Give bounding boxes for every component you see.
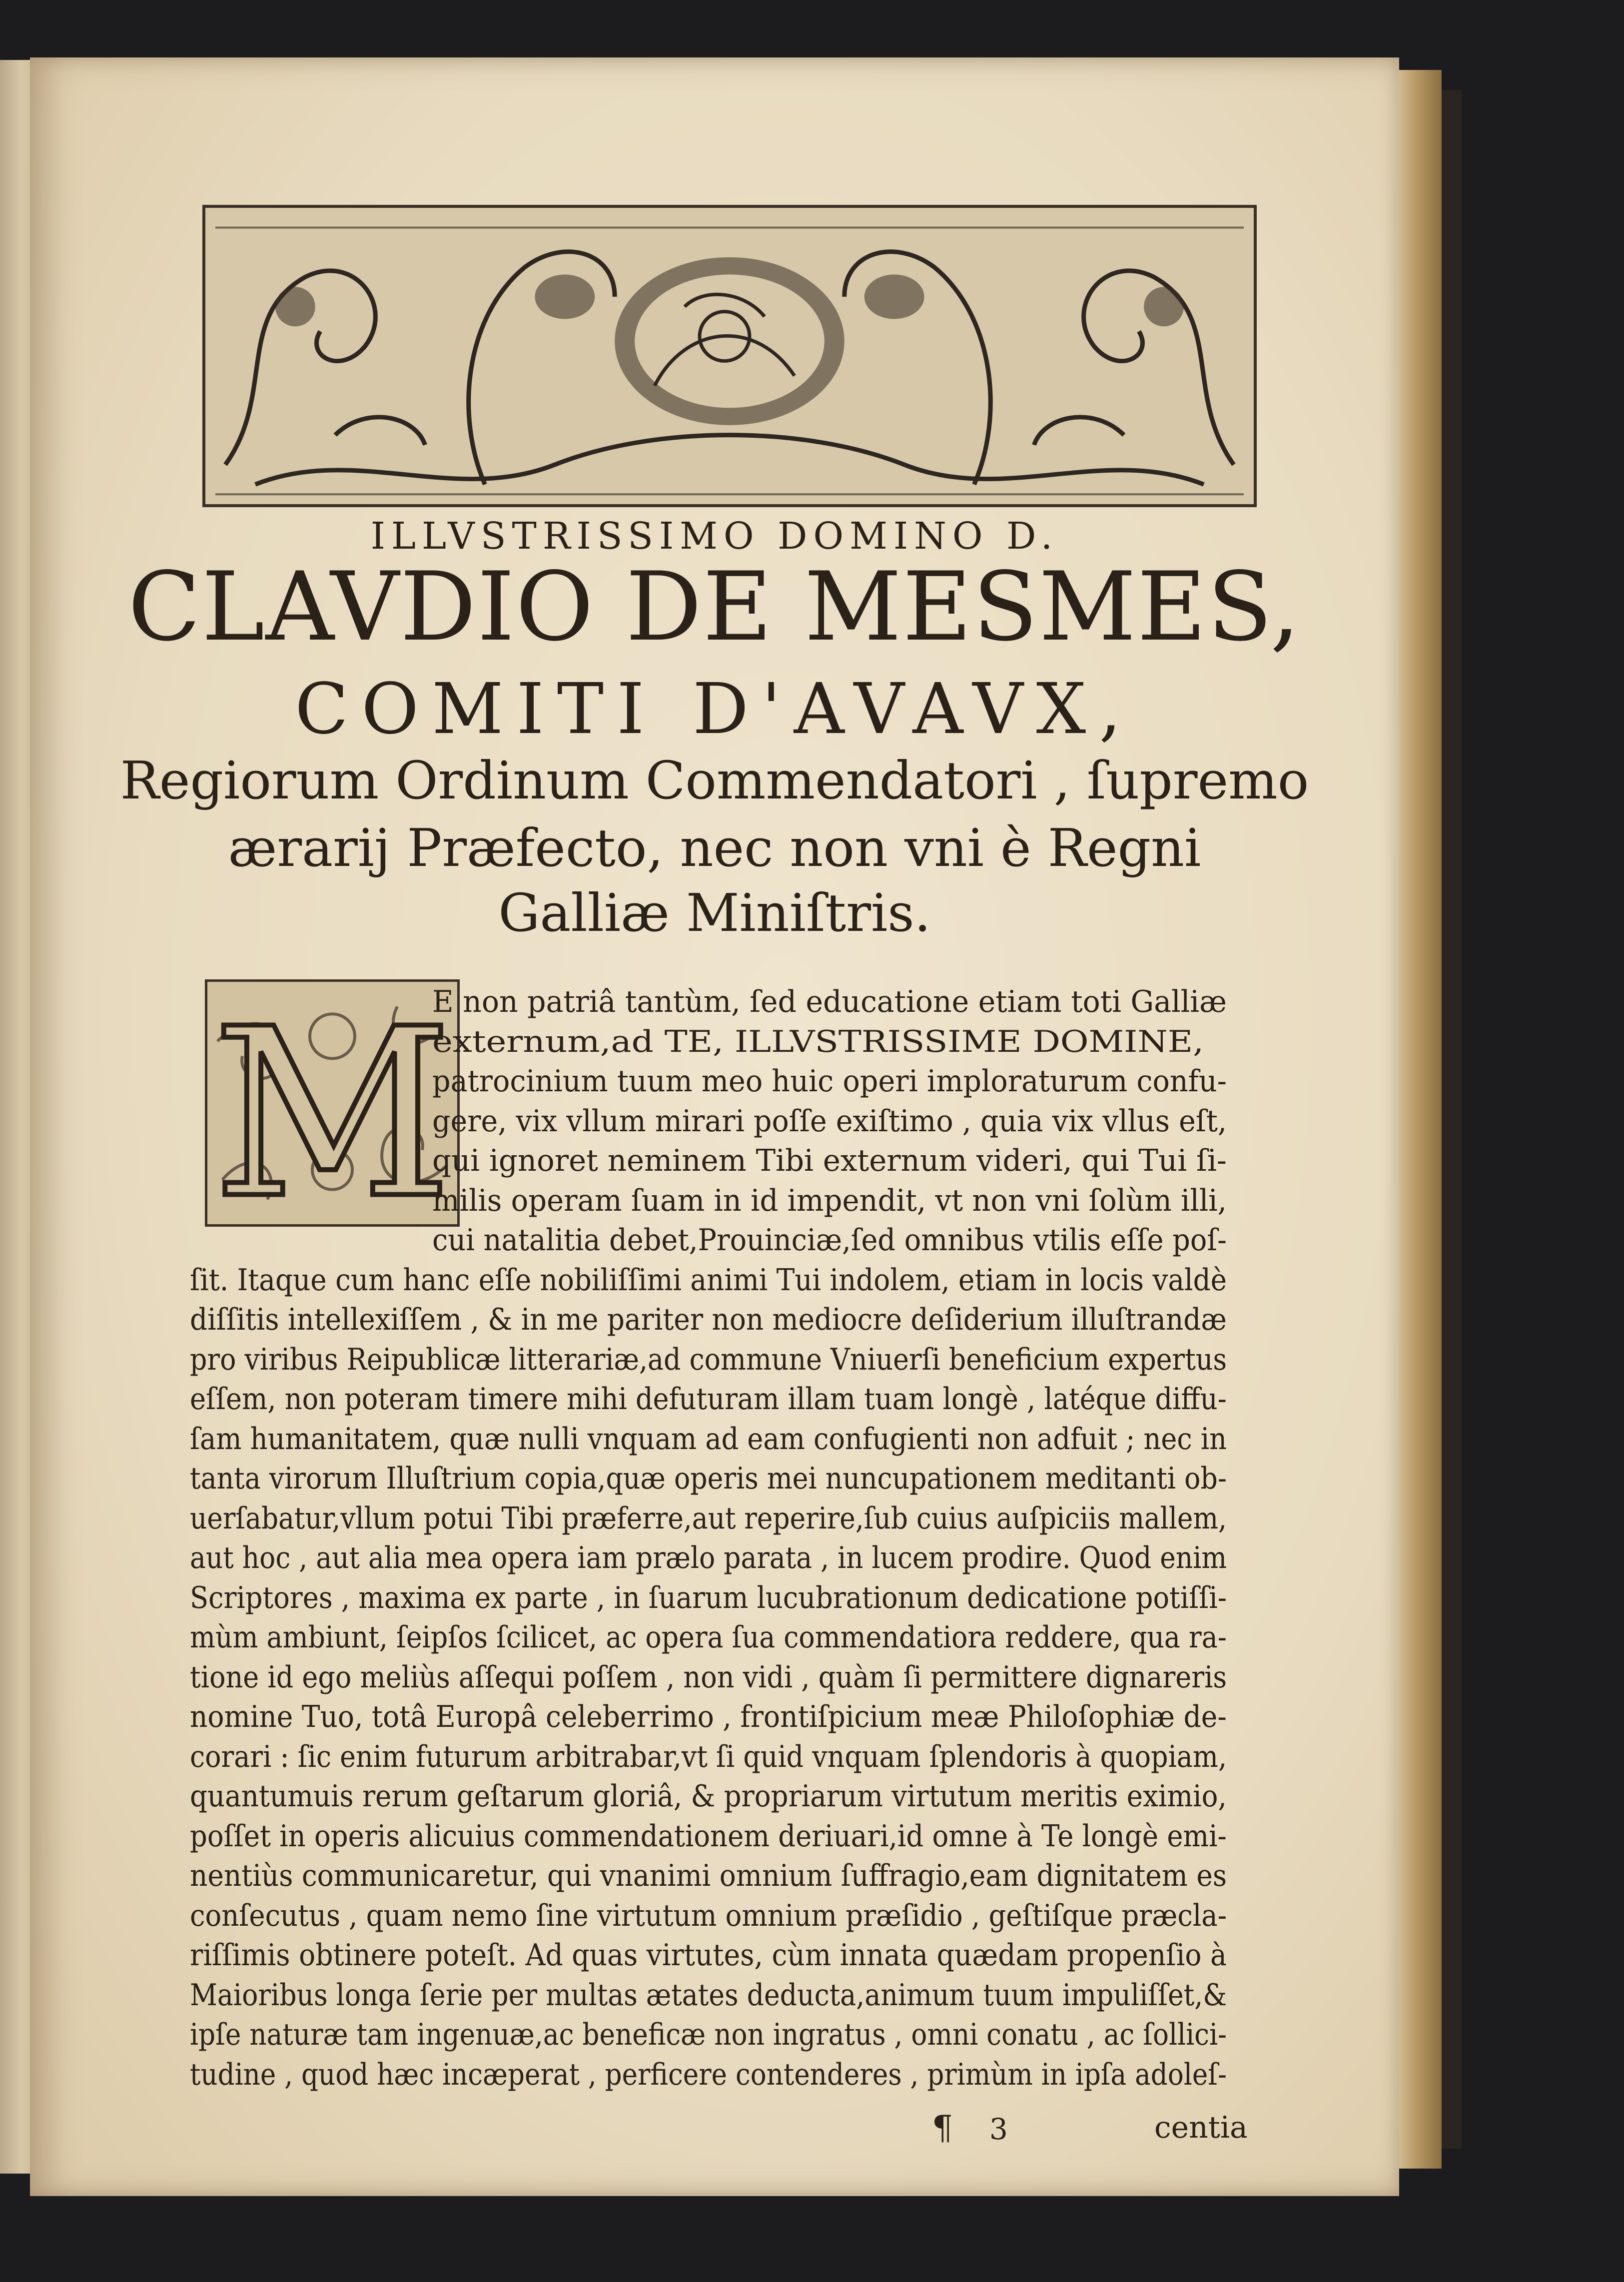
body-line: mùm ambiunt, ſeipſos ſcilicet, ac opera ſua commendatiora reddere, qua ra- [190, 1620, 1227, 1655]
body-line: conſecutus , quam nemo ſine virtutum omnium præſidio , geſtiſque præcla- [190, 1898, 1227, 1933]
ornamental-headpiece [202, 205, 1257, 507]
book-page [30, 57, 1399, 2196]
body-line: patrocinium tuum meo huic operi imploraturum confu- [432, 1064, 1227, 1099]
title-line-1: Regiorum Ordinum Commendatori , ſupremo [120, 750, 1309, 811]
catchword: centia [1154, 2110, 1248, 2145]
book-cover-edge [1442, 90, 1462, 2149]
body-line: nentiùs communicaretur, qui vnanimi omnium ſuffragio,eam dignitatem es [190, 1858, 1227, 1893]
signature-number: 3 [989, 2112, 1008, 2146]
body-line: tione id ego meliùs aſſequi poſſem , non vidi , quàm ſi permittere dignareris [190, 1659, 1227, 1695]
body-line: tanta virorum Illuſtrium copia,quæ operis mei nuncupationem meditanti ob- [190, 1461, 1227, 1496]
body-line: eſſem, non poteram timere mihi defuturam illam tuam longè , latéque diffu- [190, 1382, 1227, 1417]
body-line: ſam humanitatem, quæ nulli vnquam ad eam confugienti non adfuit ; nec in [190, 1421, 1227, 1457]
body-line: Maioribus longa ſerie per multas ætates deducta,animum tuum impuliſſet,& [190, 1977, 1227, 2013]
body-line: corari : ſic enim futurum arbitrabar,vt ſi quid vnquam ſplendoris à quopiam, [190, 1739, 1227, 1774]
body-line: qui ignoret neminem Tibi externum videri, qui Tui ſi- [432, 1143, 1227, 1178]
dedicatee-title: COMITI D'AVAVX, [295, 669, 1134, 750]
initial-letter: M [212, 982, 453, 1224]
decorated-initial [205, 979, 460, 1227]
body-line: milis operam ſuam in id impendit, vt non vni ſolùm illi, [432, 1183, 1227, 1218]
signature-mark: ¶ [932, 2109, 953, 2147]
title-line-3: Galliæ Miniſtris. [498, 882, 931, 943]
body-line: ſit. Itaque cum hanc eſſe nobiliſſimi animi Tui indolem, etiam in locis valdè [190, 1262, 1227, 1298]
dedication-line: ILLVSTRISSIMO DOMINO D. [370, 515, 1059, 558]
body-line: nomine Tuo, totâ Europâ celeberrimo , frontiſpicium meæ Philoſophiæ de- [190, 1699, 1227, 1734]
body-line: tudine , quod hæc incæperat , perficere contenderes , primùm in ipſa adoleſ- [190, 2057, 1227, 2092]
body-line: Scriptores , maxima ex parte , in ſuarum lucubrationum dedicatione potiſſi- [190, 1580, 1227, 1615]
body-line: ipſe naturæ tam ingenuæ,ac beneficæ non ingratus , omni conatu , ac ſollici- [190, 2017, 1227, 2052]
body-line: poſſet in operis alicuius commendationem deriuari,id omne à Te longè emi- [190, 1818, 1227, 1854]
body-line: uerſabatur,vllum potui Tibi præferre,aut reperire,ſub cuius auſpiciis mallem, [190, 1501, 1227, 1536]
body-line: gere, vix vllum mirari poſſe exiſtimo , quia vix vllus eſt, [432, 1103, 1227, 1139]
body-line: pro viribus Reipublicæ litterariæ,ad commune Vniuerſi beneficium expertus [190, 1342, 1227, 1377]
body-line: aut hoc , aut alia mea opera iam prælo parata , in lucem prodire. Quod enim [190, 1540, 1227, 1575]
body-line: cui natalitia debet,Prouinciæ,ſed omnibus vtilis eſſe poſ- [432, 1223, 1227, 1258]
title-line-2: ærarij Præfecto, nec non vni è Regni [228, 817, 1201, 878]
dedicatee-name: CLAVDIO DE MESMES, [128, 552, 1301, 662]
page-edge [1394, 70, 1442, 2169]
body-line: externum,ad TE, ILLVSTRISSIME DOMINE, [432, 1024, 1204, 1059]
body-line: quantumuis rerum geſtarum gloriâ, & propriarum virtutum meritis eximio, [190, 1779, 1227, 1814]
body-line: diſſitis intellexiſſem , & in me pariter non mediocre deſiderium illuſtrandæ [190, 1302, 1227, 1337]
body-line: E non patriâ tantùm, ſed educatione etiam toti Galliæ [432, 984, 1227, 1019]
body-line: riſſimis obtinere poteſt. Ad quas virtutes, cùm innata quædam propenſio à [190, 1938, 1227, 1973]
